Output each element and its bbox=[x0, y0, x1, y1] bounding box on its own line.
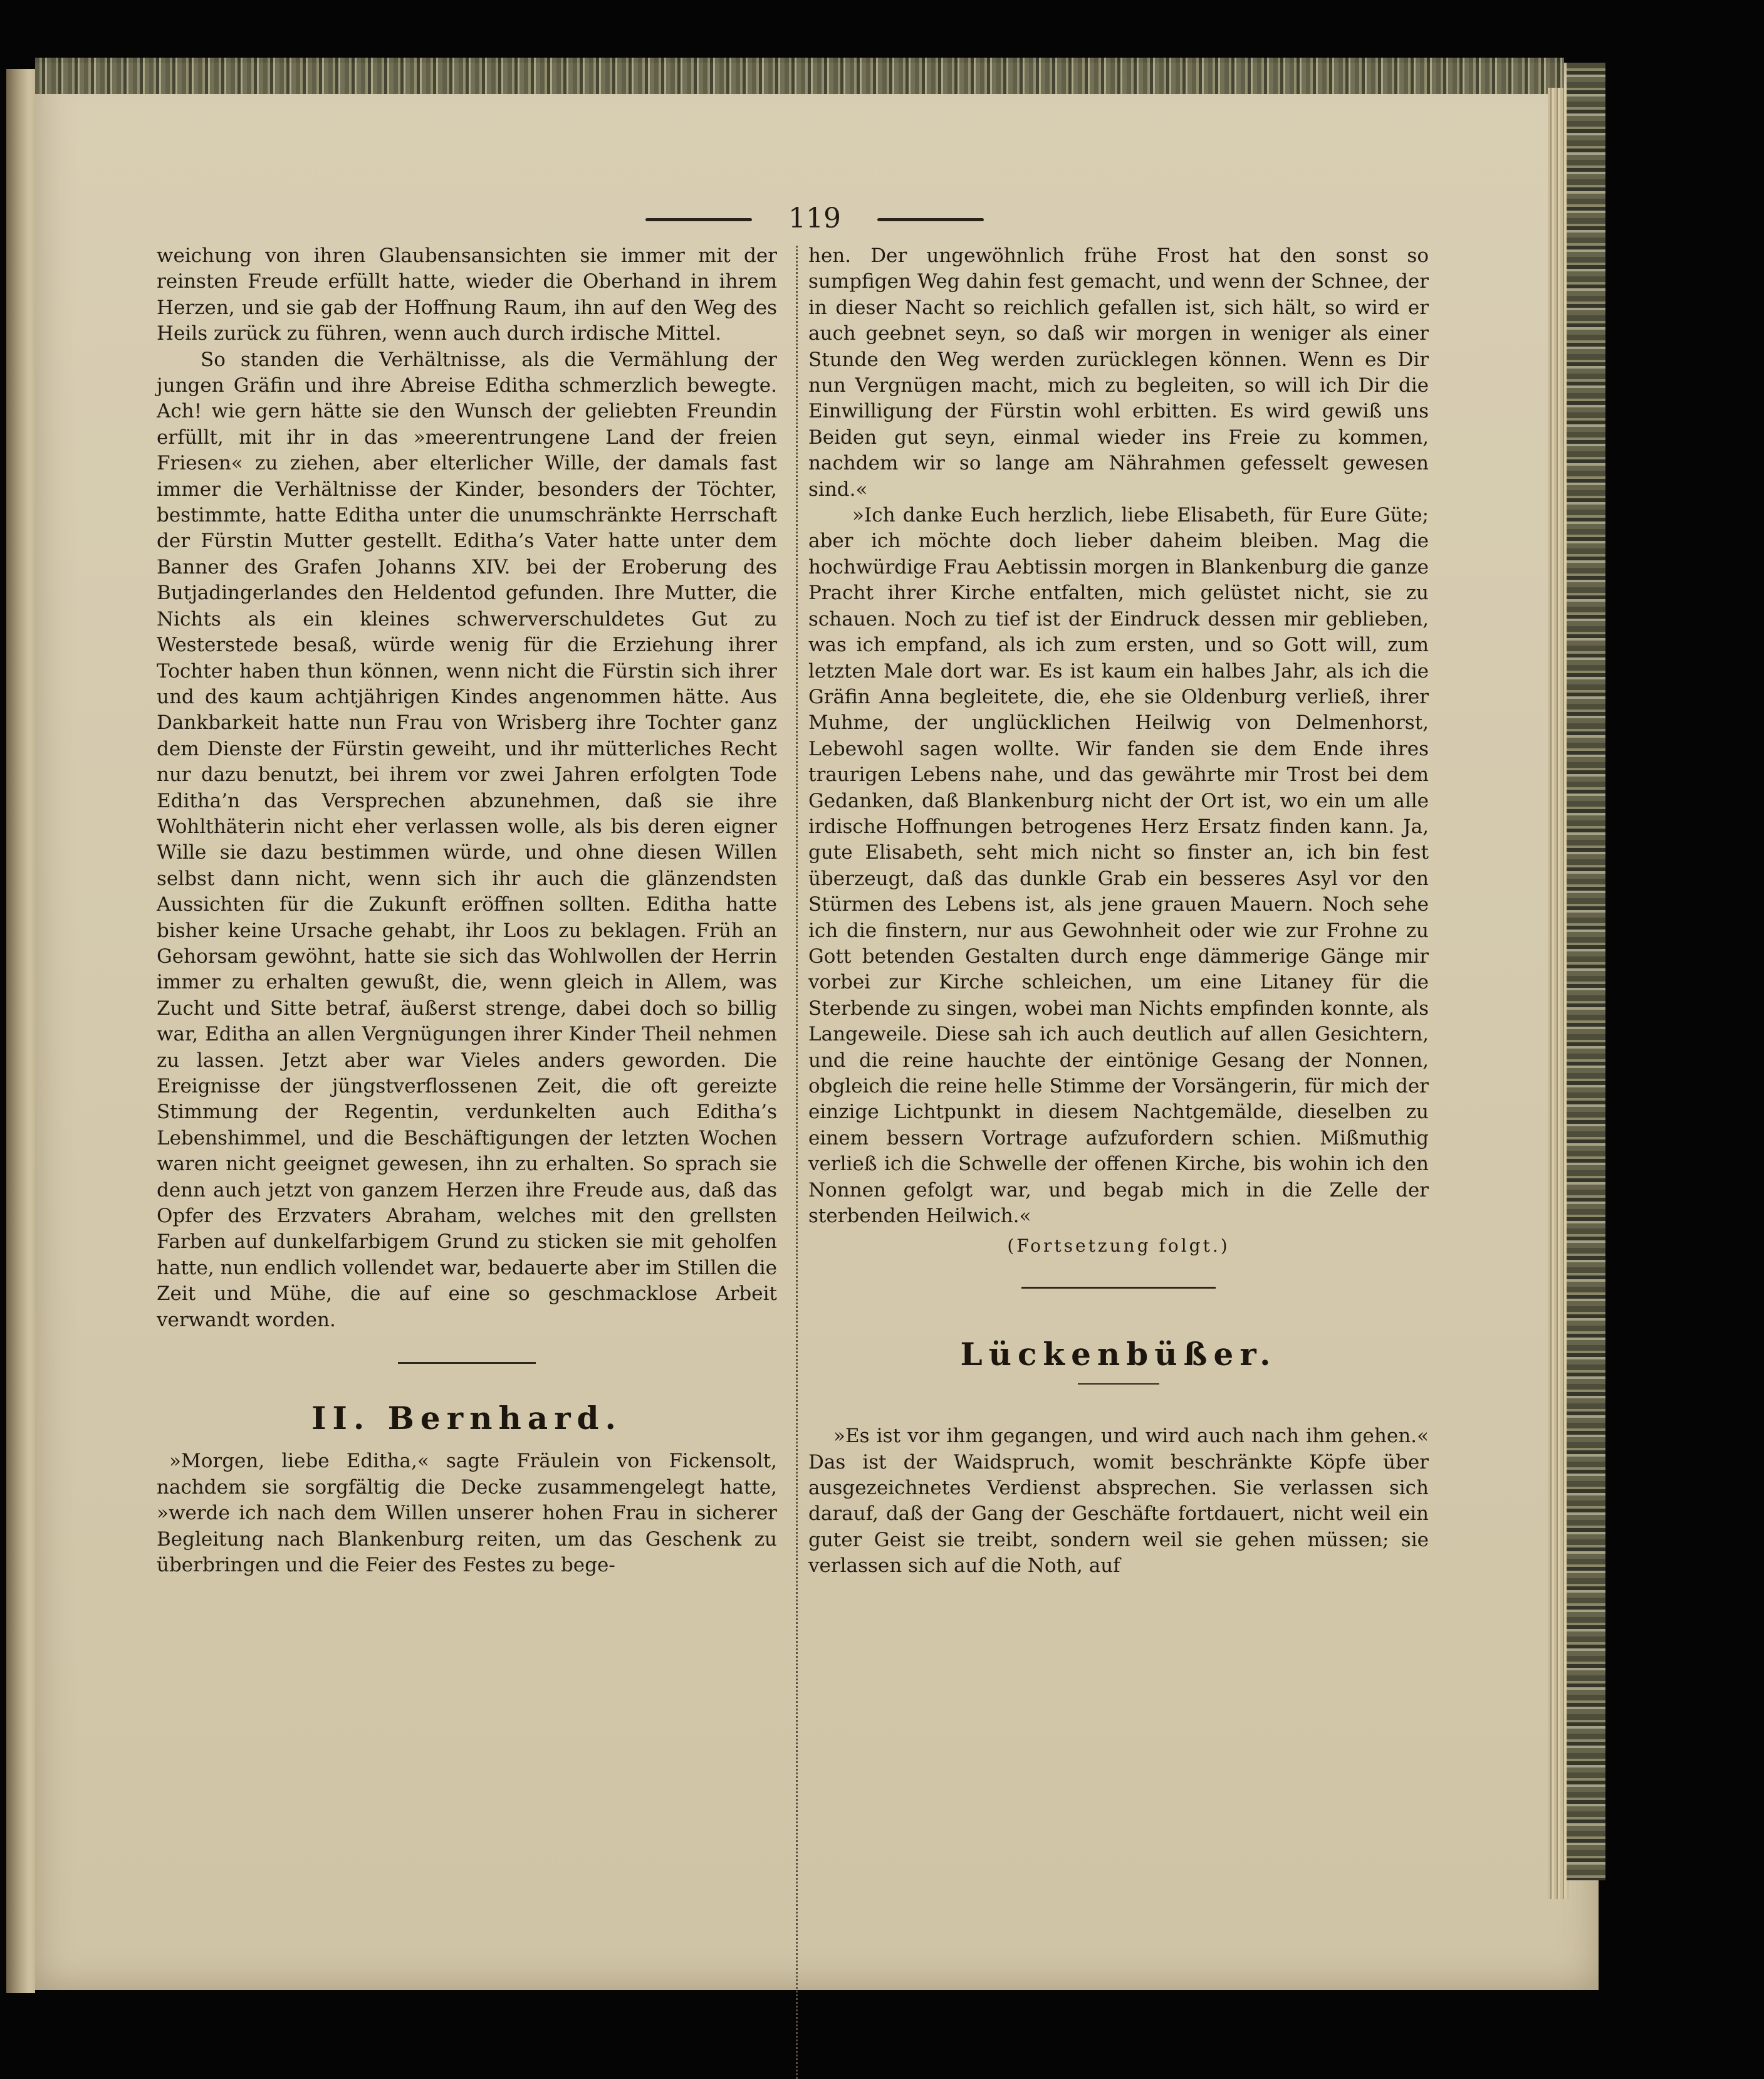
heading-underline bbox=[1078, 1383, 1159, 1385]
marbled-edge-top bbox=[35, 58, 1564, 94]
column-separator bbox=[796, 246, 800, 2079]
paragraph: weichung von ihren Glaubensansichten sie immer mit der reinsten Freude erfüllt hatte, wieder die Oberhand in ihrem Herzen, und sie gab der Hoffnung Raum, ihn auf den Weg des Heils zurück zu führen, wenn auch durch irdische Mittel. bbox=[157, 244, 777, 345]
marbled-edge-right bbox=[1567, 63, 1605, 1880]
paragraph: »Ich danke Euch herzlich, liebe Elisabeth, für Eure Güte; aber ich möchte doch lieber daheim bleiben. Mag die hochwürdige Frau Aebtissin morgen in Blankenburg die ganze Pracht ihrer Kirche entfalten, mich gelüstet nicht, sie zu schauen. Noch zu tief ist der Eindruck dessen mir geblieben, was ich empfand, als ich zum ersten, und so Gott will, zum letzten Male dort war. Es ist kaum ein halbes Jahr, als ich die Gräfin Anna begleitete, die, ehe sie Oldenburg verließ, ihrer Muhme, der unglücklichen Heilwig von Delmenhorst, Lebewohl sagen wollte. Wir fanden sie dem Ende ihres traurigen Lebens nahe, und das gewährte mir Trost bei dem Gedanken, daß Blankenburg nicht der Ort ist, wo ein um alle irdische Hoffnungen betrogenes Herz Ersatz finden kann. Ja, gute Elisabeth, seht mich nicht so finster an, ich bin fest überzeugt, daß das dunkle Grab ein besseres Asyl vor den Stürmen des Lebens ist, als jene grauen Mauern. Noch sehe ich die finstern, nur aus Gewohnheit oder wie zur Frohne zu Gott betenden Gestalten durch enge dämmerige Gänge mir vorbei zur Kirche schleichen, um eine Litaney für die Sterbende zu singen, wobei man Nichts empfinden konnte, als Langeweile. Diese sah ich auch deutlich auf allen Gesichtern, und die reine hauchte der eintönige Gesang der Nonnen, obgleich die reine helle Stimme der Vorsängerin, für mich der einzige Lichtpunkt in diesem Nachtgemälde, dieselben zu einem bessern Vortrage aufzufordern schien. Mißmuthig verließ ich die Schwelle der offenen Kirche, bis wohin ich den Nonnen gefolgt war, und begab mich in die Zelle der sterbenden Heilwich.« bbox=[808, 504, 1429, 1228]
section-heading: Lückenbüßer. bbox=[960, 1335, 1277, 1373]
paragraph: So standen die Verhältnisse, als die Vermählung der jungen Gräfin und ihre Abreise Editha schmerzlich bewegte. Ach! wie gern hätte sie den Wunsch der geliebten Freundin erfüllt, mit ihr in das »meerentrungene Land der freien Friesen« zu ziehen, aber elterlicher Wille, der damals fast immer die Verhältnisse der Kinder, besonders der Töchter, bestimmte, hatte Editha unter die unumschränkte Herrschaft der Fürstin Mutter gestellt. Editha’s Vater hatte unter dem Banner des Grafen Johanns XIV. bei der Eroberung des Butjadingerlandes den Heldentod gefunden. Ihre Mutter, die Nichts als ein kleines schwerverschuldetes Gut zu Westerstede besaß, würde wenig für die Erziehung ihrer Tochter haben thun können, wenn nicht die Fürstin sich ihrer und des kaum achtjährigen Kindes angenommen hätte. Aus Dankbarkeit hatte nun Frau von Wrisberg ihre Tochter ganz dem Dienste der Fürstin geweiht, und ihr mütterliches Recht nur dazu benutzt, bei ihrem vor zwei Jahren erfolgten Tode Editha’n das Versprechen abzunehmen, daß sie ihre Wohlthäterin nicht eher verlassen wolle, als bis deren eigner Wille sie dazu bestimmen würde, und ohne diesen Willen selbst dann nicht, wenn sich ihr auch die glänzendsten Aussichten für die Zukunft eröffnen sollten. Editha hatte bisher keine Ursache gehabt, ihr Loos zu beklagen. Früh an Gehorsam gewöhnt, hatte sie sich das Wohlwollen der Herrin immer zu erhalten gewußt, die, wenn gleich in Allem, was Zucht und Sitte betraf, äußerst strenge, dabei doch so billig war, Editha an allen Vergnügungen ihrer Kinder Theil nehmen zu lassen. Jetzt aber war Vieles anders geworden. Die Ereignisse der jüngstverflossenen Zeit, die oft gereizte Stimmung der Regentin, verdunkelten auch Editha’s Lebenshimmel, und die Beschäftigungen der letzten Wochen waren nicht geeignet gewesen, ihn zu erhalten. So sprach sie denn auch jetzt von ganzem Herzen ihre Freude aus, daß das Opfer des Erzvaters Abraham, welches mit den grellsten Farben auf dunkelfarbigem Grund zu sticken sie mit geholfen hatte, nun endlich vollendet war, bedauerte aber im Stillen die Zeit und Mühe, die auf eine so geschmacklose Arbeit verwandt worden. bbox=[157, 348, 777, 1331]
book-spine bbox=[6, 69, 35, 1993]
paragraph: »Es ist vor ihm gegangen, und wird auch nach ihm gehen.« Das ist der Waidspruch, womit beschränkte Köpfe über ausgezeichnetes Verdienst absprechen. Sie verlassen sich darauf, daß der Gang der Geschäfte fortdauert, nicht weil ein guter Geist sie treibt, sondern weil sie gehen müssen; sie verlassen sich auf die Noth, auf bbox=[808, 1425, 1429, 1578]
left-column bbox=[157, 243, 777, 1579]
section-divider bbox=[398, 1362, 536, 1364]
page-number-header bbox=[639, 199, 990, 238]
section-divider bbox=[1021, 1287, 1216, 1289]
page-number: 119 bbox=[788, 202, 841, 234]
folio-rule-left bbox=[645, 218, 752, 221]
paragraph: hen. Der ungewöhnlich frühe Frost hat den sonst so sumpfigen Weg dahin fest gemacht, und wenn der Schnee, der in dieser Nacht so reichlich gefallen ist, sich hält, so wird er auch geebnet seyn, so daß wir morgen in weniger als einer Stunde den Weg werden zurücklegen können. Wenn es Dir nun Vergnügen macht, mich zu begleiten, so will ich Dir die Einwilligung der Fürstin wohl erbitten. Es wird gewiß uns Beiden gut seyn, einmal wieder ins Freie zu kommen, nachdem wir so lange am Nährahmen gefesselt gewesen sind.« bbox=[808, 244, 1429, 501]
folio-rule-right bbox=[877, 218, 984, 221]
section-heading: II. Bernhard. bbox=[311, 1400, 622, 1437]
page-stack-edge bbox=[1548, 88, 1569, 1899]
right-column bbox=[808, 243, 1429, 1579]
continuation-note: (Fortsetzung folgt.) bbox=[1007, 1235, 1230, 1257]
paragraph: »Morgen, liebe Editha,« sagte Fräulein von Fickensolt, nachdem sie sorgfältig die Decke zusammengelegt hatte, »werde ich nach dem Willen unserer hohen Frau in sicherer Begleitung nach Blankenburg reiten, um das Geschenk zu überbringen und die Feier des Festes zu bege- bbox=[157, 1450, 777, 1577]
